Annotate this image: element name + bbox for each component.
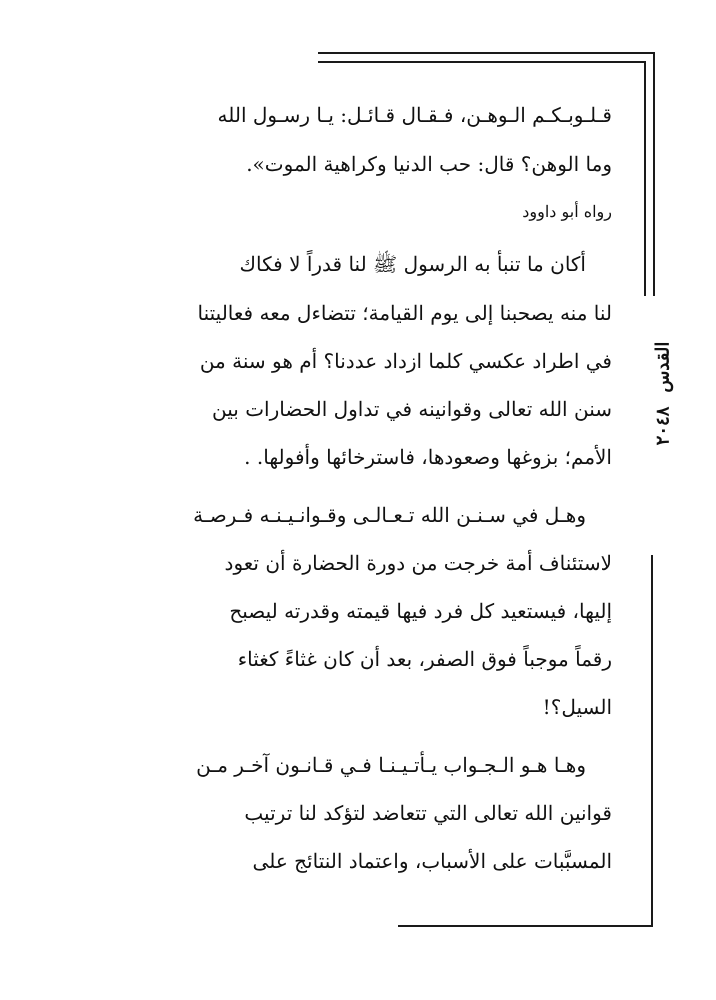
frame-right-inner [644,61,646,296]
hadith-source: رواه أبو داوود [522,202,612,221]
paragraph-line: سنن الله تعالى وقوانينه في تداول الحضارات بين [212,397,612,421]
paragraph-line: قوانين الله تعالى التي تتعاضد لتؤكد لنا ترتيب [244,801,612,825]
frame-right-bottom [651,555,653,927]
paragraph-line: لنا منه يصحبنا إلى يوم القيامة؛ تتضاءل معه فعاليتنا [197,301,612,325]
paragraph-line: السيل؟! [542,695,612,719]
hadith-line: قـلـوبـكـم الـوهـن، فـقـال قـائـل: يـا رسـول الله [217,103,612,127]
frame-right-outer [653,52,655,296]
paragraph-line: أكان ما تنبأ به الرسول ﷺ لنا قدراً لا فكاك [239,252,586,276]
paragraph-line: الأمم؛ بزوغها وصعودها، فاسترخائها وأفولها. . [244,445,612,469]
paragraph-line: إليها، فيستعيد كل فرد فيها قيمته وقدرته ليصبح [229,599,612,623]
page-body [112,0,612,1000]
paragraph-line: المسبَّبات على الأسباب، واعتماد النتائج على [252,849,612,873]
running-head-year: ٢٠٤٨ [652,406,674,445]
paragraph-line: وهـا هـو الـجـواب يـأتـيـنـا فـي قـانـون آخـر مـن [196,753,586,777]
paragraph-line: وهـل في سـنـن الله تـعـالـى وقـوانـيـنـه فـرصـة [193,503,586,527]
paragraph-line: في اطراد عكسي كلما ازداد عددنا؟ أم هو سنة من [199,349,612,373]
paragraph-line: لاستئناف أمة خرجت من دورة الحضارة أن تعود [224,551,612,575]
hadith-line: وما الوهن؟ قال: حب الدنيا وكراهية الموت». [246,152,612,176]
running-head-title: القدس [652,341,674,393]
running-head [646,318,680,468]
paragraph-line: رقماً موجباً فوق الصفر، بعد أن كان غثاءً كغثاء [237,647,612,671]
